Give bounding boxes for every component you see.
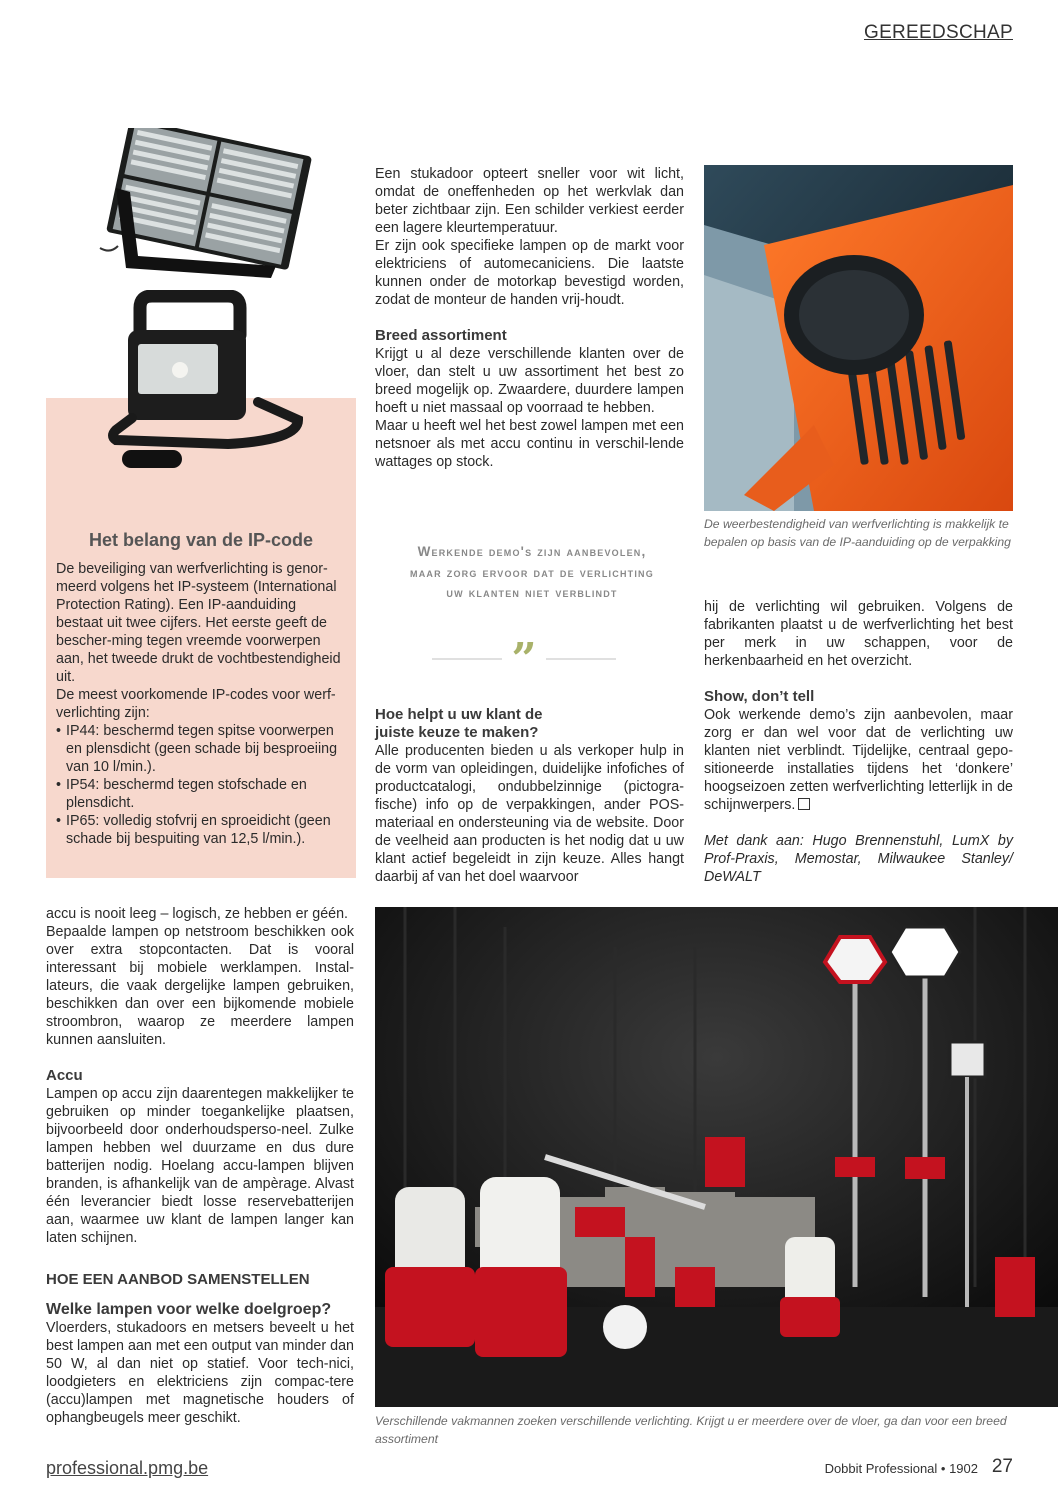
paragraph: Er zijn ook specifieke lampen op de markt voor elektriciens of automecaniciens. Die laatste kunnen onder de motorkap bevestigd worden, zodat de monteur de handen vrij-houdt. [375,238,684,308]
subheading-hoe-helpt: Hoe helpt u uw klant de juiste keuze te maken? [375,706,543,741]
ip-code-item: • IP44: beschermd tegen spitse voorwerpen en plensdicht (geen schade bij besproeiing van 10 l/min.). [56,722,344,776]
ip-code-item: • IP65: volledig stofvrij en sproeidicht (geen schade bij bespuiting van 12,5 l/min.). [56,812,344,848]
paragraph: Krijgt u al deze verschillende klanten over de vloer, dan stelt u uw assortiment het best zo breed mogelijk op. Zwaardere, duurdere lampen hoeft u niet massaal op voorraad te hebben. [375,346,684,416]
paragraph: Maar u heeft wel het best zowel lampen met een netsnoer als met accu continu in verschil-lende wattages op stock. [375,418,684,470]
quote-mark-divider [374,634,656,685]
worklight-product-image [108,290,310,480]
ip-box-body [56,560,344,848]
floodlight-product-image [96,128,318,280]
paragraph: Alle producenten bieden u als verkoper hulp in de vorm van opleidingen, duidelijke infofiches of productcatalogi, ondubbelzinnige (pictogra-fische) info op de verpakkingen, ander POS-materiaal en ondersteuning via de website. Door de veelheid aan producten is het nodig dat u uw klant actief begeleidt in zijn keuze. Alles hangt daarbij af van het doel waarvoor [375,743,684,885]
paragraph: hij de verlichting wil gebruiken. Volgens de fabrikanten plaatst u de werfverlichting het best per merk in uw schappen, voor de herkenbaarheid en het overzicht. [704,599,1013,669]
work-lights-assortment-photo [375,907,1058,1407]
ip-box-title: Het belang van de IP-code [88,530,314,550]
caption-assortment: Verschillende vakmannen zoeken verschillende verlichting. Krijgt u er meerdere over de vloer, ga dan voor een breed assortiment [375,1414,1007,1446]
ip-box-paragraph: De meest voorkomende IP-codes voor werf-verlichting zijn: [56,687,336,721]
section-label: GEREEDSCHAP [863,22,1013,43]
quote-mark-icon: ” [511,634,537,685]
paragraph: Lampen op accu zijn daarentegen makkelijker te gebruiken op minder toegankelijke plaatsen, bijvoorbeeld door onderhoudsperso-neel. Zulke lampen hebben wel duurzame en dus dure batterijen nodig. Hoelang accu-lampen blijven branden, is afhankelijk van de ampèrage. Alvast één leverancier biedt losse reservebatterijen aan, waarmee uw klant de lampen langer kan laten schijnen. [46,1086,354,1246]
work-lights-illustration [375,907,1058,1407]
page-number: 27 [991,1456,1013,1477]
left-column-bottom [46,905,354,1427]
subheading-breed-assortiment: Breed assortiment [375,327,507,344]
ip-code-list [56,722,344,848]
thanks-credit: Met dank aan: Hugo Brennenstuhl, LumX by Prof-Praxis, Memostar, Milwaukee Stanley/ DeWALT [704,833,1013,885]
footer-website-link[interactable]: professional.pmg.be [46,1458,209,1478]
subheading-accu: Accu [46,1067,83,1084]
middle-column-bottom [375,706,684,886]
paragraph-text: Ook werkende demo’s zijn aanbevolen, maar zorg er dan wel voor dat de verlichting uw klanten niet verblindt. Tijdelijke, centraal gepo-sitioneerde installaties tijdens het ‘donkere’ hoogseizoen zetten werfverlichting letterlijk in de schijnwerpers. [704,707,1013,813]
paragraph: Bepaalde lampen op netstroom beschikken ook over extra stopcontacten. Dat is vooral interessant bij mobiele werklampen. Instal-lateurs, die vaak dergelijke lampen gebruiken, beschikken dan over een bijkomende mobiele stroombron, waarop ze meerdere lampen kunnen aansluiten. [46,924,354,1048]
weatherproof-socket-photo [704,165,1013,511]
paragraph: Een stukadoor opteert sneller voor wit licht, omdat de oneffenheden op het werkvlak dan beter zichtbaar zijn. Een schilder verkiest eerder een lagere kleurtemperatuur. [375,166,684,236]
ip-box-paragraph: De beveiliging van werfverlichting is genor-meerd volgens het IP-systeem (International Protection Rating). Een IP-aanduiding bestaat uit twee cijfers. Het eerste geeft de bescher-ming tegen vreemde voorwerpen aan, het tweede drukt de vochtbestendigheid uit. [56,561,341,685]
paragraph-demos [704,706,1013,814]
end-of-article-icon [798,798,810,810]
ip-code-item: • IP54: beschermd tegen stofschade en plensdicht. [56,776,344,812]
subheading-welke-lampen: Welke lampen voor welke doelgroep? [46,1301,332,1318]
subheading-aanbod-samenstellen: HOE EEN AANBOD SAMENSTELLEN [46,1271,310,1288]
paragraph: accu is nooit leeg – logisch, ze hebben er géén. [46,906,349,922]
socket-photo-illustration [704,165,1013,511]
middle-column-top [375,165,684,471]
right-column [704,598,1013,886]
footer-publication: Dobbit Professional • 1902 [824,1461,978,1476]
subheading-show-dont-tell: Show, don’t tell [704,688,815,705]
pull-quote: Werkende demo's zijn aanbevolen, maar zorg ervoor dat de verlichting uw klanten niet verblindt [410,544,654,600]
paragraph: Vloerders, stukadoors en metsers beveelt u het best lampen aan met een output van minder dan 50 W, al dan niet op statief. Voor tech-nici, loodgieters en elektriciens zijn compac-tere (accu)lampen met magnetische houders of ophangbeugels meer geschikt. [46,1320,354,1426]
caption-weatherproof: De weerbestendigheid van werfverlichting is makkelijk te bepalen op basis van de IP-aanduiding op de verpakking [704,517,1011,549]
